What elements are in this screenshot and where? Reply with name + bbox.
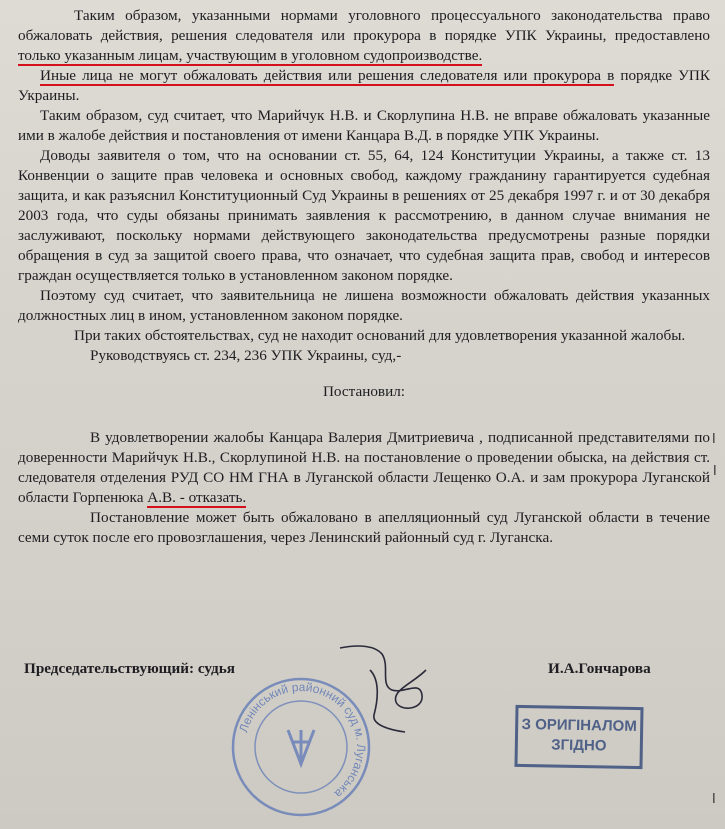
paragraph-1	[18, 6, 710, 66]
margin-mark: ǀ	[712, 430, 716, 446]
stamp-line-1: З ОРИГІНАЛОМ	[521, 715, 637, 736]
paragraph-6: При таких обстоятельствах, суд не находит оснований для удовлетворения указанной жалобы.	[74, 327, 686, 344]
handwritten-signature	[330, 640, 440, 740]
ruling-paragraph	[18, 428, 710, 508]
paragraph-5: Поэтому суд считает, что заявительница не лишена возможности обжаловать действия указанных должностных лиц в ином, установленном законом порядке.	[18, 287, 710, 324]
document-body	[18, 6, 710, 548]
paragraph-1-text: Таким образом, указанными нормами уголовного процессуального законодательства право обжаловать действия, решения следователя или прокурора в порядке УПК Украины, предоставлено	[18, 7, 710, 44]
margin-mark: ǀ	[712, 790, 716, 806]
judge-title: Председательствующий: судья	[24, 660, 235, 677]
margin-mark: ǀ	[713, 462, 717, 478]
paragraph-4: Доводы заявителя о том, что на основании ст. 55, 64, 124 Конституции Украины, а также ст. 13 Конвенции о защите прав человека и основных свобод, каждому гражданину гарантируется судебная защита, и как разъяснил Конституционный Суд Украины в решениях от 25 декабря 1997 г. и от 30 декабря 2003 года, что суды обязаны принимать заявления к рассмотрению, в данном случае внимания не заслуживают, поскольку нормами действующего законодательства предусмотрены разные порядки обращения в суд за защитой своего права, что означает, что судебная защита прав, свобод и интересов граждан осуществляется только в установленном законом порядке.	[18, 147, 710, 284]
paragraph-2	[18, 66, 710, 106]
seal-ring-text: Ленінський районний суд м. Луганська	[236, 679, 369, 801]
ruling-heading: Постановил:	[322, 383, 406, 400]
original-conforms-stamp	[514, 705, 643, 769]
underlined-phrase-1: только указанным лицам, участвующим в уголовном судопроизводстве.	[18, 47, 483, 64]
judge-name: И.А.Гончарова	[548, 660, 651, 677]
paragraph-2-text: порядке УПК Украины.	[18, 67, 710, 104]
underlined-phrase-2: Иные лица не могут обжаловать действия или решения следователя или прокурора в	[40, 67, 615, 84]
paragraph-3: Таким образом, суд считает, что Марийчук Н.В. и Скорлупина Н.В. не вправе обжаловать указанные ими в жалобе действия и постановления от имени Канцара В.Д. в порядке УПК Украины.	[18, 107, 710, 144]
paragraph-7: Руководствуясь ст. 234, 236 УПК Украины, суд,-	[90, 347, 402, 364]
trident-icon	[288, 730, 314, 764]
appeal-paragraph: Постановление может быть обжаловано в апелляционный суд Луганской области в течение семи суток после его провозглашения, через Ленинский районный суд г. Луганска.	[18, 509, 710, 546]
underlined-decision: А.В. - отказать.	[147, 489, 247, 506]
ruling-text: В удовлетворении жалобы Канцара Валерия Дмитриевича , подписанной представителями по доверенности Марийчук Н.В., Скорлупиной Н.В. на постановление о проведении обыска, на действия ст. следователя отделения РУД СО НМ ГНА в Луганской области Лещенко О.А. и зам прокурора Луганской области Горпенюка	[18, 429, 710, 506]
stamp-line-2: ЗГІДНО	[551, 736, 607, 755]
